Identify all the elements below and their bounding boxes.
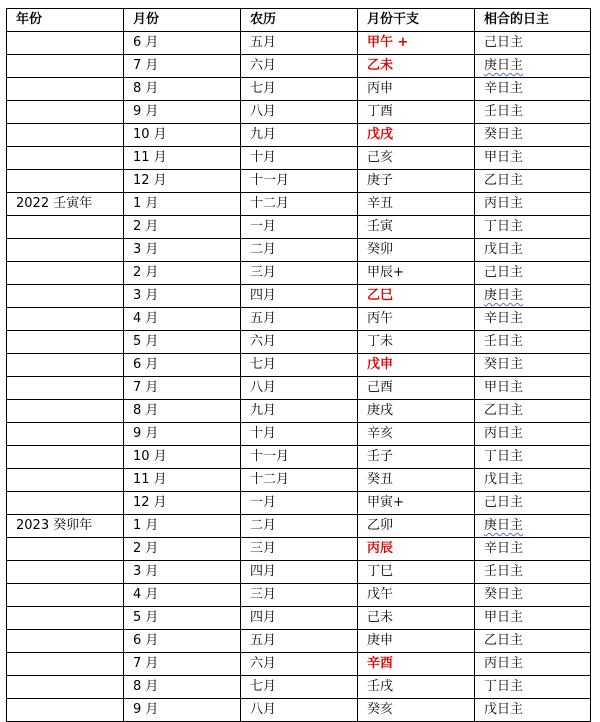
- ganzhi-cell: 戊午: [358, 584, 475, 607]
- table-row: [7, 101, 591, 124]
- table-row: [7, 423, 591, 446]
- table-row: [7, 400, 591, 423]
- year-cell: [7, 446, 124, 469]
- month-cell: 3 月: [124, 285, 241, 308]
- month-cell: 8 月: [124, 78, 241, 101]
- rizhu-cell: 辛日主: [475, 308, 591, 331]
- month-cell: 1 月: [124, 193, 241, 216]
- lunar-cell: 九月: [241, 400, 358, 423]
- table-row: [7, 446, 591, 469]
- month-cell: 3 月: [124, 239, 241, 262]
- lunar-cell: 五月: [241, 32, 358, 55]
- month-cell: 9 月: [124, 101, 241, 124]
- year-cell: [7, 285, 124, 308]
- ganzhi-cell: 丙辰: [358, 538, 475, 561]
- table-row: [7, 147, 591, 170]
- rizhu-cell: 辛日主: [475, 538, 591, 561]
- ganzhi-cell: 甲辰+: [358, 262, 475, 285]
- rizhu-cell: [475, 285, 591, 308]
- month-cell: 4 月: [124, 584, 241, 607]
- year-cell: [7, 400, 124, 423]
- year-cell: [7, 216, 124, 239]
- lunar-cell: 一月: [241, 216, 358, 239]
- rizhu-cell: [475, 515, 591, 538]
- header-year: 年份: [7, 9, 124, 32]
- rizhu-cell: 甲日主: [475, 607, 591, 630]
- month-cell: 6 月: [124, 354, 241, 377]
- year-cell: [7, 170, 124, 193]
- ganzhi-cell: 癸丑: [358, 469, 475, 492]
- lunar-cell: 九月: [241, 124, 358, 147]
- ganzhi-cell: 甲午 +: [358, 32, 475, 55]
- month-cell: 7 月: [124, 55, 241, 78]
- rizhu-cell: 乙日主: [475, 630, 591, 653]
- year-cell: [7, 308, 124, 331]
- table-row: [7, 32, 591, 55]
- month-cell: 11 月: [124, 147, 241, 170]
- rizhu-label: 庚日主: [484, 58, 524, 73]
- ganzhi-cell: 壬寅: [358, 216, 475, 239]
- header-ganzhi: 月份干支: [358, 9, 475, 32]
- ganzhi-cell: 乙巳: [358, 285, 475, 308]
- ganzhi-cell: 己亥: [358, 147, 475, 170]
- lunar-cell: 四月: [241, 561, 358, 584]
- lunar-cell: 五月: [241, 630, 358, 653]
- ganzhi-cell: 辛酉: [358, 653, 475, 676]
- rizhu-cell: 癸日主: [475, 584, 591, 607]
- table-body: [7, 32, 591, 722]
- rizhu-cell: 癸日主: [475, 354, 591, 377]
- ganzhi-cell: 乙卯: [358, 515, 475, 538]
- ganzhi-cell: 戊申: [358, 354, 475, 377]
- rizhu-label: 庚日主: [484, 288, 524, 303]
- ganzhi-cell: 己酉: [358, 377, 475, 400]
- month-cell: 7 月: [124, 377, 241, 400]
- rizhu-cell: 甲日主: [475, 147, 591, 170]
- ganzhi-cell: 甲寅+: [358, 492, 475, 515]
- month-cell: 12 月: [124, 492, 241, 515]
- year-cell: [7, 653, 124, 676]
- year-cell: [7, 147, 124, 170]
- month-cell: 7 月: [124, 653, 241, 676]
- year-cell: [7, 584, 124, 607]
- table-row: [7, 515, 591, 538]
- lunar-cell: 七月: [241, 78, 358, 101]
- month-cell: 6 月: [124, 32, 241, 55]
- table-row: [7, 216, 591, 239]
- rizhu-cell: 戊日主: [475, 469, 591, 492]
- rizhu-label: 庚日主: [484, 518, 524, 533]
- ganzhi-cell: 庚子: [358, 170, 475, 193]
- ganzhi-cell: 丁未: [358, 331, 475, 354]
- month-cell: 4 月: [124, 308, 241, 331]
- year-cell: [7, 423, 124, 446]
- month-cell: 8 月: [124, 676, 241, 699]
- table-row: [7, 561, 591, 584]
- table-row: [7, 170, 591, 193]
- table-row: [7, 308, 591, 331]
- lunar-cell: 十二月: [241, 469, 358, 492]
- table-row: [7, 78, 591, 101]
- rizhu-cell: 己日主: [475, 32, 591, 55]
- lunar-cell: 七月: [241, 676, 358, 699]
- year-cell: [7, 124, 124, 147]
- rizhu-cell: 戊日主: [475, 239, 591, 262]
- year-cell: [7, 354, 124, 377]
- year-cell: [7, 262, 124, 285]
- table-row: [7, 239, 591, 262]
- lunar-cell: 六月: [241, 653, 358, 676]
- rizhu-cell: 丁日主: [475, 446, 591, 469]
- year-cell: 2022 壬寅年: [7, 193, 124, 216]
- table-row: [7, 55, 591, 78]
- year-cell: [7, 331, 124, 354]
- month-cell: 11 月: [124, 469, 241, 492]
- header-row: [7, 9, 591, 32]
- year-cell: [7, 469, 124, 492]
- table-row: [7, 538, 591, 561]
- month-cell: 8 月: [124, 400, 241, 423]
- table-row: [7, 584, 591, 607]
- rizhu-cell: 乙日主: [475, 170, 591, 193]
- ganzhi-cell: 庚申: [358, 630, 475, 653]
- rizhu-cell: [475, 55, 591, 78]
- table-row: [7, 653, 591, 676]
- year-cell: 2023 癸卯年: [7, 515, 124, 538]
- ganzhi-cell: 壬戌: [358, 676, 475, 699]
- rizhu-cell: 丙日主: [475, 423, 591, 446]
- year-cell: [7, 699, 124, 722]
- ganzhi-cell: 壬子: [358, 446, 475, 469]
- ganzhi-cell: 辛丑: [358, 193, 475, 216]
- month-cell: 9 月: [124, 423, 241, 446]
- table-row: [7, 193, 591, 216]
- ganzhi-cell: 己未: [358, 607, 475, 630]
- lunar-cell: 三月: [241, 262, 358, 285]
- rizhu-cell: 壬日主: [475, 561, 591, 584]
- month-cell: 1 月: [124, 515, 241, 538]
- lunar-cell: 二月: [241, 515, 358, 538]
- table-row: [7, 607, 591, 630]
- table-row: [7, 262, 591, 285]
- ganzhi-cell: 丁巳: [358, 561, 475, 584]
- month-cell: 10 月: [124, 124, 241, 147]
- ganzhi-cell: 乙未: [358, 55, 475, 78]
- month-cell: 3 月: [124, 561, 241, 584]
- header-month: 月份: [124, 9, 241, 32]
- table-row: [7, 285, 591, 308]
- rizhu-cell: 己日主: [475, 492, 591, 515]
- month-cell: 5 月: [124, 331, 241, 354]
- ganzhi-cell: 丙申: [358, 78, 475, 101]
- year-cell: [7, 101, 124, 124]
- ganzhi-cell: 庚戌: [358, 400, 475, 423]
- header-rizhu: 相合的日主: [475, 9, 591, 32]
- lunar-cell: 二月: [241, 239, 358, 262]
- month-cell: 9 月: [124, 699, 241, 722]
- table-row: [7, 469, 591, 492]
- year-cell: [7, 607, 124, 630]
- lunar-cell: 八月: [241, 377, 358, 400]
- month-cell: 2 月: [124, 216, 241, 239]
- lunar-cell: 十月: [241, 147, 358, 170]
- rizhu-cell: 壬日主: [475, 331, 591, 354]
- rizhu-cell: 甲日主: [475, 377, 591, 400]
- ganzhi-cell: 丁酉: [358, 101, 475, 124]
- month-cell: 2 月: [124, 538, 241, 561]
- lunar-cell: 七月: [241, 354, 358, 377]
- year-cell: [7, 676, 124, 699]
- year-cell: [7, 377, 124, 400]
- year-cell: [7, 239, 124, 262]
- rizhu-cell: 己日主: [475, 262, 591, 285]
- lunar-cell: 八月: [241, 101, 358, 124]
- rizhu-cell: 丙日主: [475, 653, 591, 676]
- table-row: [7, 354, 591, 377]
- ganzhi-cell: 戊戌: [358, 124, 475, 147]
- year-cell: [7, 78, 124, 101]
- table-row: [7, 630, 591, 653]
- lunar-cell: 十一月: [241, 170, 358, 193]
- table-row: [7, 377, 591, 400]
- year-cell: [7, 492, 124, 515]
- year-cell: [7, 561, 124, 584]
- header-lunar: 农历: [241, 9, 358, 32]
- lunar-cell: 十一月: [241, 446, 358, 469]
- lunar-cell: 十月: [241, 423, 358, 446]
- ganzhi-cell: 癸亥: [358, 699, 475, 722]
- month-cell: 10 月: [124, 446, 241, 469]
- lunar-cell: 三月: [241, 538, 358, 561]
- lunar-cell: 四月: [241, 607, 358, 630]
- lunar-cell: 十二月: [241, 193, 358, 216]
- year-cell: [7, 630, 124, 653]
- lunar-cell: 四月: [241, 285, 358, 308]
- year-cell: [7, 32, 124, 55]
- lunar-cell: 五月: [241, 308, 358, 331]
- rizhu-cell: 丁日主: [475, 216, 591, 239]
- year-cell: [7, 538, 124, 561]
- rizhu-cell: 丙日主: [475, 193, 591, 216]
- rizhu-cell: 壬日主: [475, 101, 591, 124]
- rizhu-cell: 辛日主: [475, 78, 591, 101]
- ganzhi-table: [6, 8, 591, 722]
- lunar-cell: 八月: [241, 699, 358, 722]
- ganzhi-cell: 辛亥: [358, 423, 475, 446]
- lunar-cell: 一月: [241, 492, 358, 515]
- rizhu-cell: 戊日主: [475, 699, 591, 722]
- lunar-cell: 六月: [241, 55, 358, 78]
- ganzhi-cell: 癸卯: [358, 239, 475, 262]
- table-row: [7, 492, 591, 515]
- table-row: [7, 331, 591, 354]
- ganzhi-cell: 丙午: [358, 308, 475, 331]
- year-cell: [7, 55, 124, 78]
- lunar-cell: 六月: [241, 331, 358, 354]
- lunar-cell: 三月: [241, 584, 358, 607]
- rizhu-cell: 癸日主: [475, 124, 591, 147]
- table-row: [7, 699, 591, 722]
- month-cell: 5 月: [124, 607, 241, 630]
- table-row: [7, 124, 591, 147]
- month-cell: 12 月: [124, 170, 241, 193]
- month-cell: 6 月: [124, 630, 241, 653]
- table-row: [7, 676, 591, 699]
- rizhu-cell: 丁日主: [475, 676, 591, 699]
- month-cell: 2 月: [124, 262, 241, 285]
- rizhu-cell: 乙日主: [475, 400, 591, 423]
